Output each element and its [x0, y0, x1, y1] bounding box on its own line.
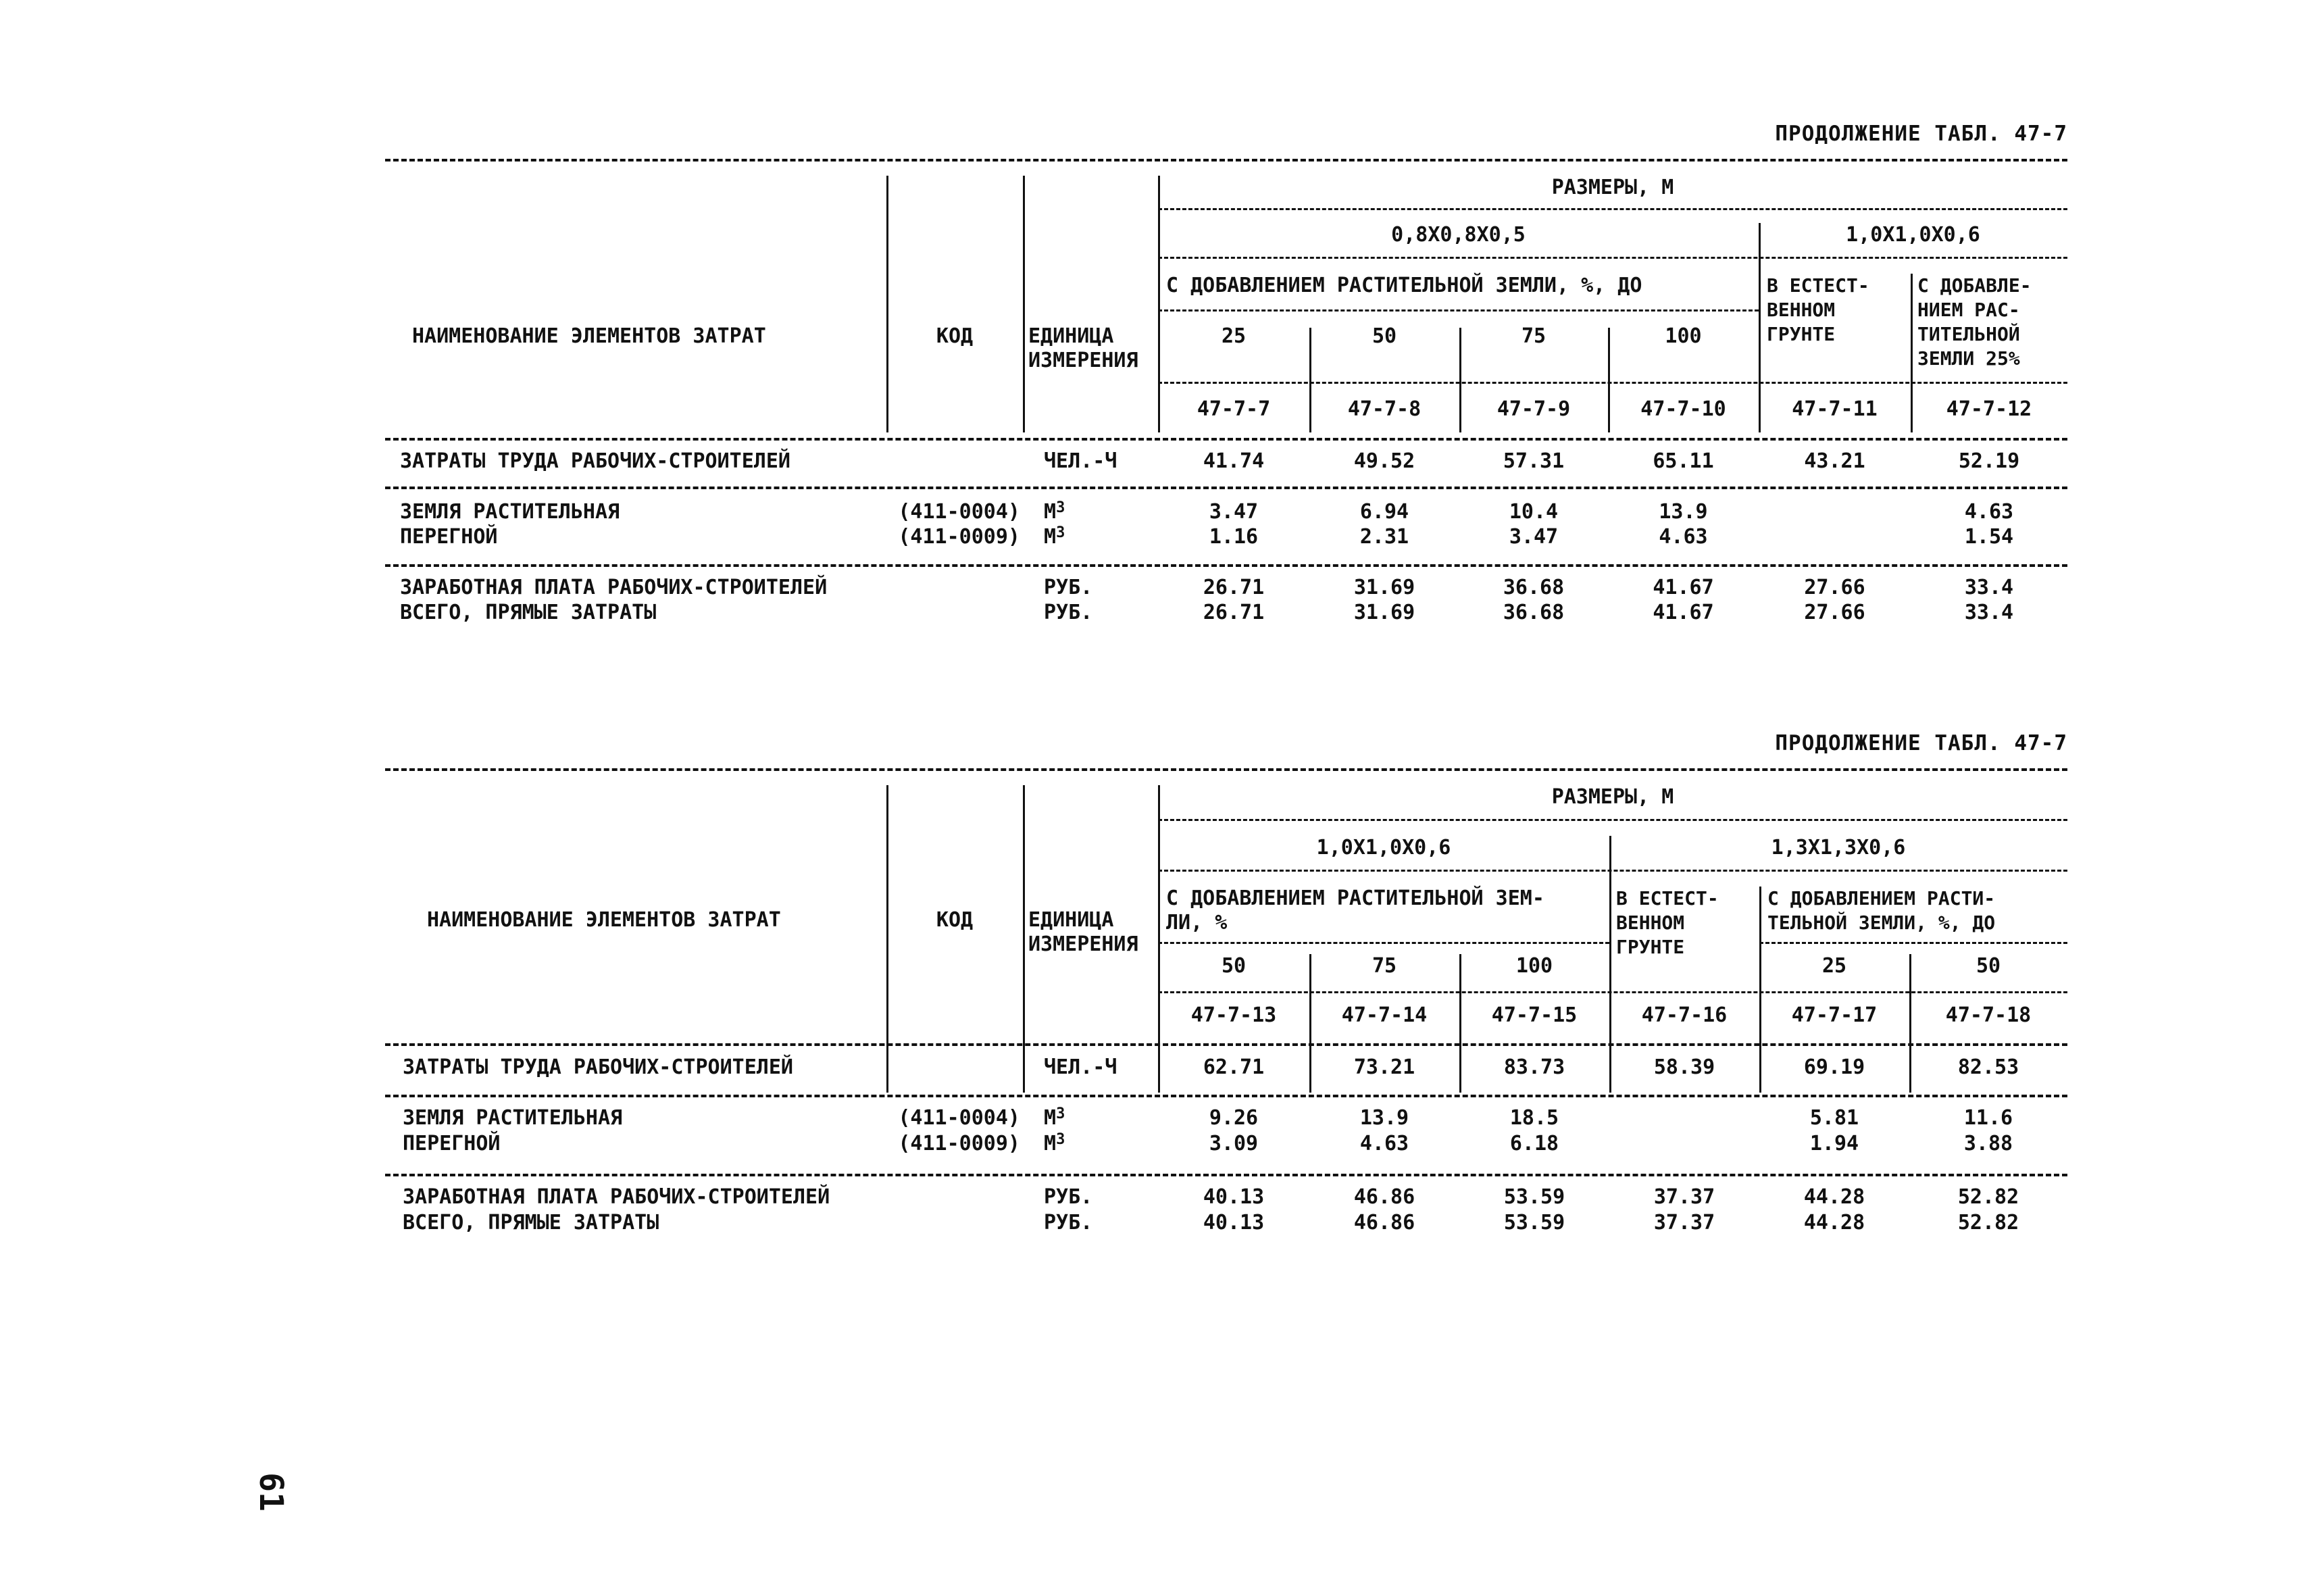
row-value: 73.21 — [1353, 1055, 1415, 1079]
row-value: 9.26 — [1209, 1106, 1259, 1130]
name-header: НАИМЕНОВАНИЕ ЭЛЕМЕНТОВ ЗАТРАТ — [412, 324, 766, 348]
row-unit: РУБ. — [1044, 1185, 1093, 1209]
row-value: 1.16 — [1209, 525, 1259, 549]
row-value: 33.4 — [1964, 576, 2014, 599]
sub-c-header: С ДОБАВЛЕ- НИЕМ РАС- ТИТЕЛЬНОЙ ЗЕМЛИ 25% — [1917, 274, 2032, 370]
row-unit: ЧЕЛ.-Ч — [1044, 449, 1117, 473]
norm-code: 47-7-10 — [1640, 397, 1726, 421]
header-rule — [1158, 309, 1759, 311]
row-value: 57.31 — [1503, 449, 1565, 473]
row-unit: ЧЕЛ.-Ч — [1044, 1055, 1117, 1079]
name-header: НАИМЕНОВАНИЕ ЭЛЕМЕНТОВ ЗАТРАТ — [427, 908, 781, 932]
row-name: ЗЕМЛЯ РАСТИТЕЛЬНАЯ — [400, 500, 620, 524]
row-name: ВСЕГО, ПРЯМЫЕ ЗАТРАТЫ — [403, 1211, 659, 1235]
code-header: КОД — [936, 324, 974, 348]
row-value: 82.53 — [1957, 1055, 2019, 1079]
row-value: 53.59 — [1503, 1211, 1565, 1235]
row-name: ЗЕМЛЯ РАСТИТЕЛЬНАЯ — [403, 1106, 623, 1130]
percent-header: 100 — [1665, 324, 1702, 348]
row-name: ПЕРЕГНОЙ — [400, 525, 498, 549]
row-unit: $М^3$ — [1044, 1131, 1065, 1155]
row-value: 13.9 — [1659, 500, 1708, 524]
row-value: 10.4 — [1509, 500, 1559, 524]
row-value: 52.82 — [1957, 1185, 2019, 1209]
row-value: 1.94 — [1809, 1132, 1859, 1155]
row-value: 43.21 — [1804, 449, 1865, 473]
header-rule — [1158, 208, 2067, 210]
row-value: 65.11 — [1653, 449, 1714, 473]
header-rule — [1158, 870, 2067, 872]
row-unit: $М^3$ — [1044, 524, 1065, 549]
section-rule — [385, 564, 2067, 567]
row-value: 3.47 — [1209, 500, 1259, 524]
norm-code: 47-7-15 — [1491, 1003, 1578, 1027]
percent-header: 25 — [1221, 324, 1247, 348]
table-caption: ПРОДОЛЖЕНИЕ ТАБЛ. 47-7 — [1775, 122, 2067, 146]
row-value: 41.67 — [1653, 576, 1714, 599]
row-value: 41.67 — [1653, 601, 1714, 624]
row-value: 31.69 — [1353, 601, 1415, 624]
col-divider — [1609, 836, 1611, 1093]
col-divider — [1158, 785, 1160, 1093]
group-b-header: 1,3Х1,3Х0,6 — [1771, 836, 1906, 859]
row-value: 1.54 — [1964, 525, 2014, 549]
group-b-header: 1,0Х1,0Х0,6 — [1846, 223, 1980, 247]
row-unit: $М^3$ — [1044, 1105, 1065, 1130]
norm-code: 47-7-16 — [1641, 1003, 1728, 1027]
row-value: 37.37 — [1653, 1211, 1715, 1235]
table-caption: ПРОДОЛЖЕНИЕ ТАБЛ. 47-7 — [1775, 731, 2067, 755]
header-rule — [1158, 942, 1609, 944]
norm-code: 47-7-9 — [1496, 397, 1571, 421]
row-value: 52.19 — [1958, 449, 2020, 473]
row-value: 3.47 — [1509, 525, 1559, 549]
row-value: 6.18 — [1509, 1132, 1559, 1155]
row-value: 36.68 — [1503, 576, 1565, 599]
percent-header: 75 — [1521, 324, 1546, 348]
row-value: 3.09 — [1209, 1132, 1259, 1155]
percent-header: 50 — [1221, 954, 1247, 978]
row-value: 36.68 — [1503, 601, 1565, 624]
percent-header: 100 — [1515, 954, 1553, 978]
percent-header: 50 — [1372, 324, 1397, 348]
header-rule — [1158, 991, 2067, 993]
row-value: 46.86 — [1353, 1185, 1415, 1209]
norm-code: 47-7-12 — [1946, 397, 2032, 421]
percent-header: 75 — [1372, 954, 1397, 978]
row-value: 53.59 — [1503, 1185, 1565, 1209]
percent-header: 25 — [1821, 954, 1847, 978]
row-value: 33.4 — [1964, 601, 2014, 624]
norm-code: 47-7-18 — [1945, 1003, 2032, 1027]
row-value: 58.39 — [1653, 1055, 1715, 1079]
row-value: 40.13 — [1203, 1211, 1265, 1235]
table-top-rule — [385, 768, 2067, 771]
row-value: 62.71 — [1203, 1055, 1265, 1079]
row-code: (411-0009) — [898, 525, 1020, 549]
row-value: 37.37 — [1653, 1185, 1715, 1209]
row-unit: РУБ. — [1044, 601, 1093, 624]
row-value: 52.82 — [1957, 1211, 2019, 1235]
col-divider — [1158, 176, 1160, 432]
row-value: 5.81 — [1809, 1106, 1859, 1130]
row-code: (411-0009) — [898, 1132, 1020, 1155]
row-value: 31.69 — [1353, 576, 1415, 599]
sub-a-header: С ДОБАВЛЕНИЕМ РАСТИТЕЛЬНОЙ ЗЕМЛИ, %, ДО — [1166, 274, 1642, 297]
percent-header: 50 — [1976, 954, 2001, 978]
sub-b-header: В ЕСТЕСТ- ВЕННОМ ГРУНТЕ — [1616, 887, 1719, 958]
norm-code: 47-7-11 — [1792, 397, 1878, 421]
table-2 — [385, 731, 2067, 1258]
row-value: 41.74 — [1203, 449, 1265, 473]
norm-code: 47-7-17 — [1791, 1003, 1878, 1027]
norm-code: 47-7-8 — [1347, 397, 1422, 421]
col-divider — [886, 176, 888, 432]
row-value: 27.66 — [1804, 601, 1865, 624]
section-rule — [385, 1174, 2067, 1176]
row-value: 4.63 — [1359, 1132, 1409, 1155]
row-unit: РУБ. — [1044, 1211, 1093, 1235]
sizes-header: РАЗМЕРЫ, М — [1551, 176, 1674, 199]
norm-code: 47-7-14 — [1341, 1003, 1428, 1027]
row-name: ЗАТРАТЫ ТРУДА РАБОЧИХ-СТРОИТЕЛЕЙ — [400, 449, 790, 473]
row-value: 13.9 — [1359, 1106, 1409, 1130]
norm-code: 47-7-7 — [1197, 397, 1271, 421]
row-value: 26.71 — [1203, 576, 1265, 599]
table-1 — [385, 122, 2067, 642]
row-name: ЗАРАБОТНАЯ ПЛАТА РАБОЧИХ-СТРОИТЕЛЕЙ — [403, 1185, 830, 1209]
row-unit: РУБ. — [1044, 576, 1093, 599]
header-bottom-rule — [385, 1043, 2067, 1046]
header-rule — [1759, 942, 2067, 944]
row-value: 40.13 — [1203, 1185, 1265, 1209]
header-rule — [1158, 257, 2067, 259]
row-value: 46.86 — [1353, 1211, 1415, 1235]
row-value: 2.31 — [1359, 525, 1409, 549]
row-value: 3.88 — [1963, 1132, 2013, 1155]
sub-a-header: С ДОБАВЛЕНИЕМ РАСТИТЕЛЬНОЙ ЗЕМ- ЛИ, % — [1166, 887, 1544, 934]
row-name: ЗАРАБОТНАЯ ПЛАТА РАБОЧИХ-СТРОИТЕЛЕЙ — [400, 576, 828, 599]
header-rule — [1158, 819, 2067, 821]
row-code: (411-0004) — [898, 1106, 1020, 1130]
col-divider — [1023, 785, 1025, 1093]
unit-header: ЕДИНИЦА ИЗМЕРЕНИЯ — [1028, 324, 1138, 372]
table-top-rule — [385, 159, 2067, 161]
col-divider — [886, 785, 888, 1093]
row-value: 4.63 — [1964, 500, 2014, 524]
row-value: 11.6 — [1963, 1106, 2013, 1130]
row-name: ПЕРЕГНОЙ — [403, 1132, 501, 1155]
norm-code: 47-7-13 — [1190, 1003, 1277, 1027]
row-name: ЗАТРАТЫ ТРУДА РАБОЧИХ-СТРОИТЕЛЕЙ — [403, 1055, 793, 1079]
unit-header: ЕДИНИЦА ИЗМЕРЕНИЯ — [1028, 908, 1138, 956]
row-code: (411-0004) — [898, 500, 1020, 524]
section-rule — [385, 1095, 2067, 1097]
sub-b-header: В ЕСТЕСТ- ВЕННОМ ГРУНТЕ — [1767, 274, 1869, 345]
section-rule — [385, 487, 2067, 489]
row-value: 18.5 — [1509, 1106, 1559, 1130]
sizes-header: РАЗМЕРЫ, М — [1551, 785, 1674, 809]
header-rule — [1158, 382, 2067, 384]
row-value: 6.94 — [1359, 500, 1409, 524]
row-unit: $М^3$ — [1044, 499, 1065, 524]
row-value: 27.66 — [1804, 576, 1865, 599]
header-bottom-rule — [385, 438, 2067, 441]
group-a-header: 0,8Х0,8Х0,5 — [1391, 223, 1526, 247]
row-value: 26.71 — [1203, 601, 1265, 624]
page-number: 61 — [251, 1472, 290, 1512]
row-value: 49.52 — [1353, 449, 1415, 473]
code-header: КОД — [936, 908, 974, 932]
row-name: ВСЕГО, ПРЯМЫЕ ЗАТРАТЫ — [400, 601, 657, 624]
row-value: 4.63 — [1659, 525, 1708, 549]
sub-c-header: С ДОБАВЛЕНИЕМ РАСТИ- ТЕЛЬНОЙ ЗЕМЛИ, %, ДО — [1767, 887, 1996, 934]
row-value: 69.19 — [1803, 1055, 1865, 1079]
row-value: 44.28 — [1803, 1185, 1865, 1209]
row-value: 83.73 — [1503, 1055, 1565, 1079]
row-value: 44.28 — [1803, 1211, 1865, 1235]
group-a-header: 1,0Х1,0Х0,6 — [1316, 836, 1451, 859]
col-divider — [1023, 176, 1025, 432]
